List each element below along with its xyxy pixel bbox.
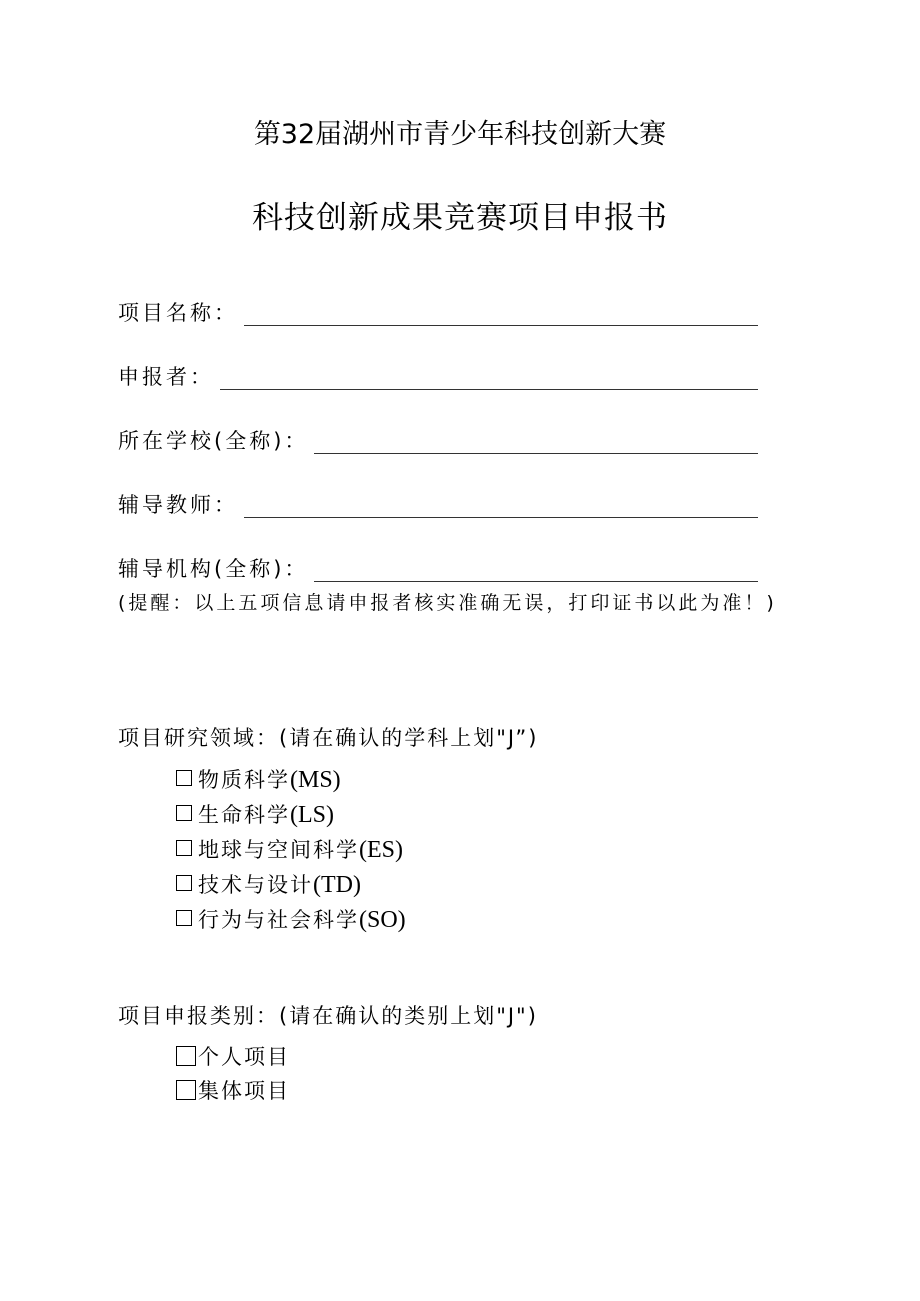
field-label: 所在学校(全称)： — [118, 429, 309, 453]
checkbox-icon[interactable] — [176, 1080, 196, 1100]
checkbox-icon[interactable] — [176, 910, 192, 926]
option-code: (LS) — [290, 802, 334, 828]
field-label: 申报者： — [118, 365, 214, 389]
field-label: 辅导教师： — [118, 493, 238, 517]
option-label: 个人项目 — [198, 1045, 290, 1069]
field-applicant — [118, 356, 758, 390]
field-label: 辅导机构(全称)： — [118, 557, 309, 581]
option-label: 地球与空间科学 — [198, 838, 359, 862]
field-teacher — [118, 484, 758, 518]
option-label: 行为与社会科学 — [198, 908, 359, 932]
applicant-input-line[interactable] — [220, 367, 758, 390]
option-td[interactable] — [176, 869, 361, 899]
checkbox-icon[interactable] — [176, 805, 192, 821]
checkbox-icon[interactable] — [176, 875, 192, 891]
field-school — [118, 420, 758, 454]
field-label: 项目名称： — [118, 301, 238, 325]
checkbox-icon[interactable] — [176, 840, 192, 856]
institution-input-line[interactable] — [314, 559, 758, 582]
option-label: 集体项目 — [198, 1079, 290, 1103]
option-label: 技术与设计 — [198, 873, 313, 897]
checkbox-icon[interactable] — [176, 1046, 196, 1066]
reminder-note: (提醒：以上五项信息请申报者核实准确无误，打印证书以此为准！) — [118, 592, 777, 614]
research-field-heading: 项目研究领域：(请在确认的学科上划"J”) — [118, 726, 539, 750]
option-code: (ES) — [359, 837, 403, 863]
option-ls[interactable] — [176, 799, 334, 829]
contest-title: 第32届湖州市青少年科技创新大赛 — [253, 119, 667, 150]
project-name-input-line[interactable] — [244, 303, 758, 326]
school-input-line[interactable] — [314, 431, 758, 454]
field-institution — [118, 548, 758, 582]
option-label: 物质科学 — [198, 768, 290, 792]
option-group[interactable] — [176, 1075, 290, 1105]
field-project-name — [118, 292, 758, 326]
checkbox-icon[interactable] — [176, 770, 192, 786]
option-so[interactable] — [176, 904, 406, 934]
option-es[interactable] — [176, 834, 403, 864]
form-title: 科技创新成果竞赛项目申报书 — [252, 200, 668, 236]
option-ms[interactable] — [176, 764, 341, 794]
option-code: (SO) — [359, 907, 406, 933]
category-heading: 项目申报类别：(请在确认的类别上划"J") — [118, 1004, 538, 1028]
teacher-input-line[interactable] — [244, 495, 758, 518]
option-code: (MS) — [290, 767, 341, 793]
option-label: 生命科学 — [198, 803, 290, 827]
option-individual[interactable] — [176, 1041, 290, 1071]
option-code: (TD) — [313, 872, 361, 898]
